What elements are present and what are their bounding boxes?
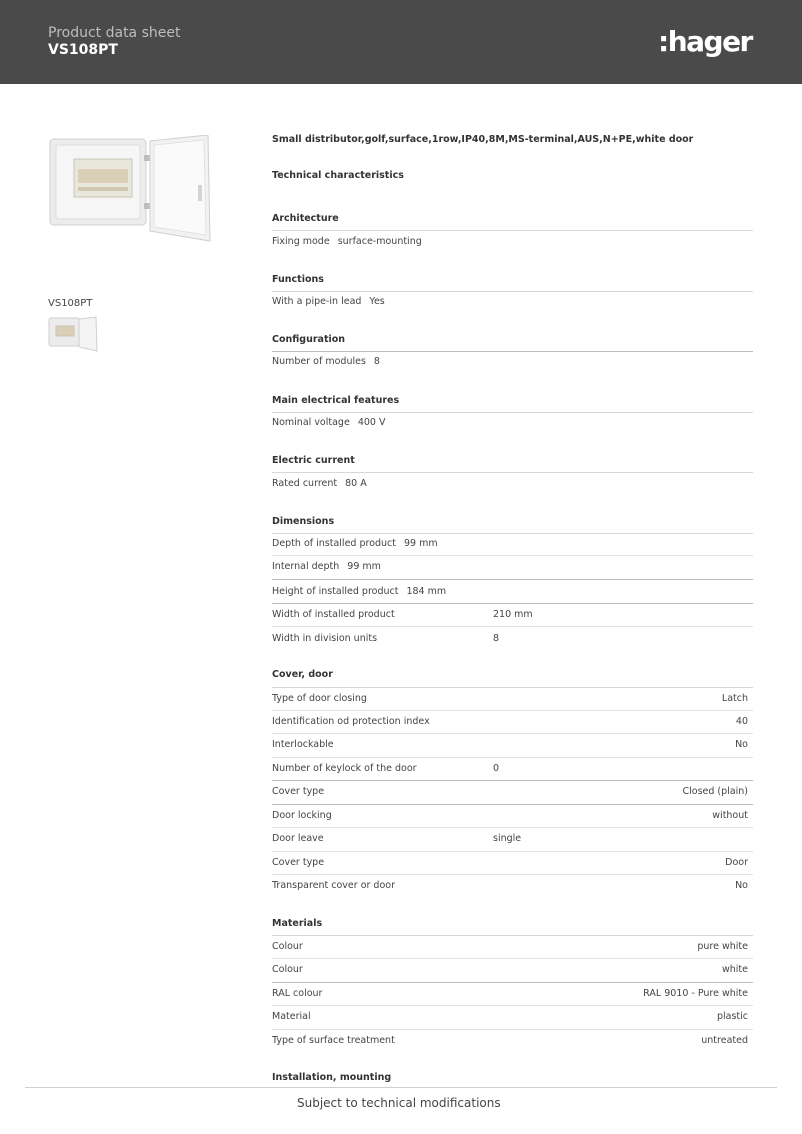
spec-value: plastic — [716, 1011, 748, 1022]
spec-label: Cover type — [272, 786, 325, 797]
spec-label: Door leave — [272, 833, 324, 844]
spec-row — [272, 781, 753, 805]
spec-label: With a pipe-in lead — [272, 296, 362, 307]
spec-value: 99 mm — [404, 538, 438, 549]
spec-value: 184 mm — [406, 586, 447, 597]
section-heading-functions: Functions — [272, 274, 324, 285]
spec-label: Material — [272, 1011, 311, 1022]
section-heading-architecture: Architecture — [272, 213, 339, 224]
spec-row — [272, 412, 753, 435]
hager-logo — [656, 24, 756, 60]
spec-row — [272, 983, 753, 1006]
spec-value: surface-mounting — [337, 236, 422, 247]
section-heading-dimensions: Dimensions — [272, 516, 335, 527]
spec-row — [272, 936, 753, 959]
spec-value: Door — [725, 857, 748, 868]
spec-label: Depth of installed product — [272, 538, 397, 549]
section-heading-materials: Materials — [272, 918, 323, 929]
spec-label: RAL colour — [272, 988, 323, 999]
spec-label: Transparent cover or door — [272, 880, 395, 891]
spec-row — [272, 351, 753, 374]
spec-row — [272, 628, 753, 651]
spec-label: Identification od protection index — [272, 716, 430, 727]
spec-row — [272, 734, 753, 758]
spec-row — [272, 556, 753, 580]
spec-value: 99 mm — [347, 561, 381, 572]
spec-value: without — [712, 810, 748, 821]
section-heading-main-electrical: Main electrical features — [272, 395, 400, 406]
spec-row — [272, 533, 753, 556]
spec-row — [272, 852, 753, 875]
spec-value: Yes — [369, 296, 385, 307]
spec-value: No — [735, 739, 748, 750]
section-heading-electric-current: Electric current — [272, 455, 355, 466]
spec-row — [272, 828, 753, 852]
document-type-label: Product data sheet — [48, 25, 181, 41]
spec-value: Closed (plain) — [682, 786, 748, 797]
spec-value: 0 — [493, 763, 500, 774]
spec-row — [272, 805, 753, 828]
section-heading-cover-door: Cover, door — [272, 669, 333, 680]
spec-value: 8 — [493, 633, 500, 644]
spec-label: Number of modules — [272, 356, 366, 367]
spec-label: Number of keylock of the door — [272, 763, 417, 774]
spec-label: Door locking — [272, 810, 332, 821]
spec-row — [272, 473, 753, 496]
spec-label: Fixing mode — [272, 236, 330, 247]
spec-value: 40 — [735, 716, 748, 727]
section-heading-configuration: Configuration — [272, 334, 346, 345]
spec-row — [272, 711, 753, 734]
spec-value: 8 — [373, 356, 380, 367]
spec-row — [272, 581, 753, 604]
spec-label: Type of surface treatment — [272, 1035, 395, 1046]
distributor-box-icon[interactable] — [48, 135, 212, 249]
spec-label: Colour — [272, 964, 303, 975]
spec-label: Interlockable — [272, 739, 334, 750]
spec-row — [272, 231, 753, 254]
spec-row — [272, 1030, 753, 1053]
spec-row — [272, 291, 753, 314]
spec-value: untreated — [701, 1035, 748, 1046]
distributor-box-thumbnail-icon[interactable] — [48, 316, 98, 352]
header-bar — [0, 0, 802, 84]
footer-note: Subject to technical modifications — [297, 1096, 501, 1110]
spec-label: Height of installed product — [272, 586, 399, 597]
spec-label: Cover type — [272, 857, 325, 868]
spec-value: 80 A — [345, 478, 367, 489]
technical-heading: Technical characteristics — [272, 170, 404, 181]
spec-value: 210 mm — [493, 609, 533, 620]
spec-label: Width of installed product — [272, 609, 395, 620]
spec-label: Internal depth — [272, 561, 340, 572]
spec-value: Latch — [721, 693, 748, 704]
spec-label: Type of door closing — [272, 693, 367, 704]
spec-value: No — [735, 880, 748, 891]
spec-value: RAL 9010 - Pure white — [643, 988, 748, 999]
logo-text: :hager — [658, 25, 752, 58]
spec-row — [272, 959, 753, 983]
spec-row — [272, 875, 753, 898]
spec-value: 400 V — [357, 417, 386, 428]
thumbnail-label: VS108PT — [48, 298, 93, 309]
product-title: Small distributor,golf,surface,1row,IP40,8M,MS-terminal,AUS,N+PE,white door — [272, 134, 694, 145]
section-heading-installation: Installation, mounting — [272, 1072, 392, 1083]
spec-row — [272, 604, 753, 627]
spec-label: Nominal voltage — [272, 417, 350, 428]
spec-label: Colour — [272, 941, 303, 952]
spec-row — [272, 688, 753, 711]
footer-divider — [25, 1087, 777, 1088]
product-code-heading: VS108PT — [48, 42, 118, 58]
spec-value: single — [493, 833, 522, 844]
spec-row — [272, 758, 753, 781]
spec-value: white — [722, 964, 748, 975]
spec-value: pure white — [697, 941, 748, 952]
spec-label: Width in division units — [272, 633, 378, 644]
spec-row — [272, 1006, 753, 1030]
spec-label: Rated current — [272, 478, 338, 489]
